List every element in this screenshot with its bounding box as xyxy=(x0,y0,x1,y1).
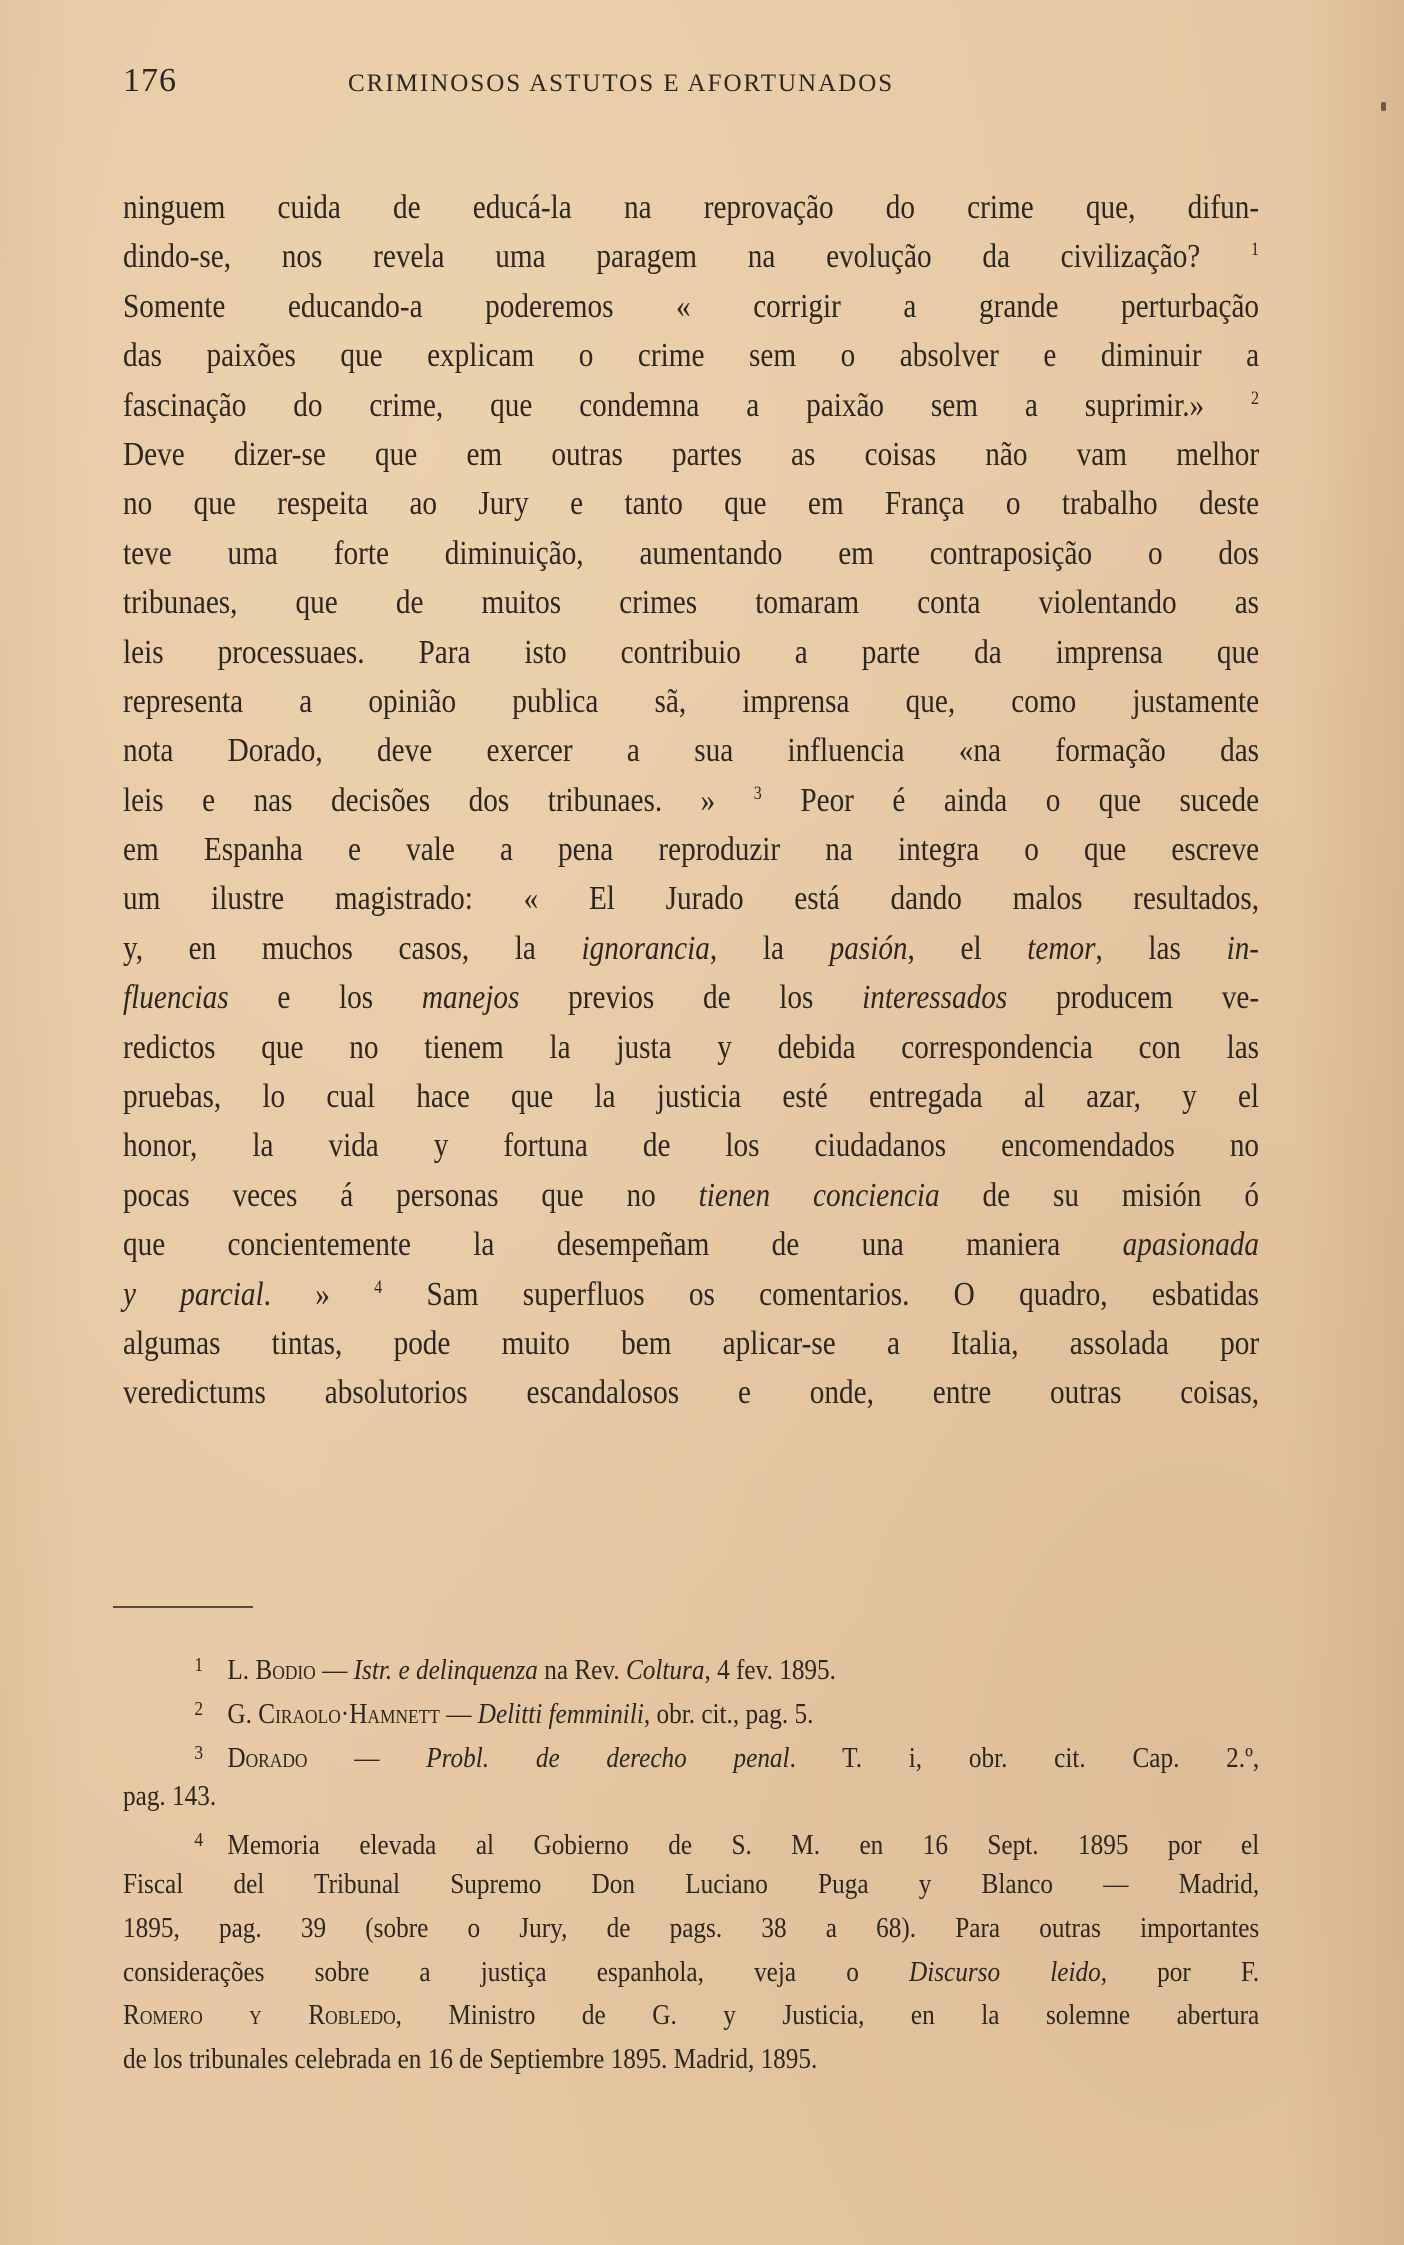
body-line xyxy=(123,1319,1259,1368)
text-run: representa a opinião publica sã, imprensa que, como justamente xyxy=(123,682,1260,720)
text-run: , por F. xyxy=(1100,1955,1260,1988)
footnote-line xyxy=(123,1644,1259,1688)
body-line xyxy=(123,1220,1259,1269)
text-run: que concientemente la desempeñam de una maniera xyxy=(123,1226,1123,1264)
footnote-reference: 3 xyxy=(753,782,762,804)
body-line xyxy=(123,1171,1259,1220)
body-line xyxy=(123,578,1259,627)
italic-text: Istr. e delinquenza xyxy=(353,1654,538,1686)
footnote-marker: 1 xyxy=(194,1654,204,1676)
footnotes xyxy=(123,1644,1259,2082)
text-run: — xyxy=(315,1654,354,1686)
text-run: previos de los xyxy=(519,979,863,1017)
body-line xyxy=(123,874,1259,923)
author-name: Ciraolo·Hamnett xyxy=(258,1697,440,1730)
footnote-2 xyxy=(123,1688,1259,1732)
text-run: pocas veces á personas que no xyxy=(123,1176,699,1214)
text-run: de los tribunales celebrada en 16 de Septiembre 1895. Madrid, 1895. xyxy=(123,2043,818,2076)
text-run: das paixões que explicam o crime sem o absolver e diminuir a xyxy=(123,337,1260,375)
text-run: honor, la vida y fortuna de los ciudadanos encomendados no xyxy=(123,1127,1260,1165)
body-line xyxy=(123,430,1259,479)
body-text xyxy=(123,183,1259,1418)
text-run: leis processuaes. Para isto contribuio a parte da imprensa que xyxy=(123,633,1260,671)
text-run: no que respeita ao Jury e tanto que em França o trabalho deste xyxy=(123,485,1260,523)
text-run: leis e nas decisões dos tribunaes. » xyxy=(123,781,754,819)
footnote-reference: 4 xyxy=(374,1276,383,1298)
text-run: pag. 143. xyxy=(123,1780,217,1813)
text-run: Sam superfluos os comentarios. O quadro, esbatidas xyxy=(382,1275,1260,1313)
text-run: veredictums absolutorios escandalosos e onde, entre outras coisas, xyxy=(123,1374,1260,1412)
body-line xyxy=(123,628,1259,677)
text-run: Fiscal del Tribunal Supremo Don Luciano Puga y Blanco — Madrid, xyxy=(123,1867,1260,1900)
text-run: algumas tintas, pode muito bem aplicar-se a Italia, assolada por xyxy=(123,1324,1260,1362)
text-run: Memoria elevada al Gobierno de S. M. en 16 Sept. 1895 por el xyxy=(227,1829,1260,1862)
text-run: nota Dorado, deve exercer a sua influencia «na formação das xyxy=(123,732,1260,770)
page-number: 176 xyxy=(123,62,177,99)
text-run: tribunaes, que de muitos crimes tomaram conta violentando as xyxy=(123,584,1260,622)
italic-text: pasión xyxy=(829,929,908,967)
body-line xyxy=(123,825,1259,874)
footnote-marker: 3 xyxy=(194,1741,204,1764)
running-head xyxy=(123,62,1253,112)
italic-text: Probl. de derecho penal xyxy=(426,1741,790,1774)
text-run: , Ministro de G. y Justicia, en la solemne abertura xyxy=(395,1999,1260,2032)
italic-text: y parcial xyxy=(123,1275,264,1313)
footnote-line xyxy=(123,1863,1259,1907)
footnote-reference: 1 xyxy=(1251,239,1260,261)
body-line xyxy=(123,1121,1259,1170)
body-line xyxy=(123,282,1259,331)
italic-text: in- xyxy=(1226,929,1260,967)
footnote-line xyxy=(123,1819,1259,1863)
text-run: de su misión ó xyxy=(939,1176,1260,1214)
italic-text: tienen conciencia xyxy=(698,1176,940,1214)
author-name: Bodio xyxy=(255,1654,316,1686)
body-line xyxy=(123,331,1259,380)
author-name: Dorado xyxy=(227,1741,308,1774)
footnote-1 xyxy=(123,1644,1259,1688)
footnote-marker: 4 xyxy=(194,1829,204,1852)
text-run: G. xyxy=(227,1697,259,1730)
text-run: producem ve- xyxy=(1007,979,1260,1017)
text-run: , el xyxy=(907,929,1028,967)
italic-text: interessados xyxy=(862,979,1008,1017)
text-run: na Rev. xyxy=(537,1654,626,1686)
text-run: e los xyxy=(228,979,422,1017)
body-line xyxy=(123,232,1259,281)
body-line xyxy=(123,479,1259,528)
footnote-line xyxy=(123,1951,1259,1995)
body-line xyxy=(123,973,1259,1022)
text-run: y, en muchos casos, la xyxy=(123,929,582,967)
body-line xyxy=(123,924,1259,973)
footnote-marker: 2 xyxy=(194,1697,204,1720)
text-run: — xyxy=(307,1741,427,1774)
footnote-4 xyxy=(123,1819,1259,2082)
body-line xyxy=(123,776,1259,825)
body-line xyxy=(123,529,1259,578)
text-run: teve uma forte diminuição, aumentando em contraposição o dos xyxy=(123,534,1260,572)
text-run: considerações sobre a justiça espanhola, veja o xyxy=(123,1955,909,1988)
text-run: — xyxy=(439,1697,478,1730)
text-run: Peor é ainda o que sucede xyxy=(761,781,1260,819)
text-run: , la xyxy=(709,929,830,967)
running-title: CRIMINOSOS ASTUTOS E AFORTUNADOS xyxy=(348,70,895,97)
text-run: Deve dizer-se que em outras partes as coisas não vam melhor xyxy=(123,435,1260,473)
text-run: Somente educando-a poderemos « corrigir a grande perturbação xyxy=(123,287,1260,325)
footnote-3 xyxy=(123,1732,1259,1820)
text-run: , las xyxy=(1095,929,1227,967)
text-run: . T. i, obr. cit. Cap. 2.º, xyxy=(789,1741,1260,1774)
italic-text: apasionada xyxy=(1122,1226,1260,1264)
author-name: Romero y Robledo xyxy=(123,1999,396,2032)
text-run: L. xyxy=(227,1654,256,1686)
italic-text: manejos xyxy=(421,979,520,1017)
footnote-line xyxy=(123,2038,1259,2082)
body-line xyxy=(123,1023,1259,1072)
footnote-line xyxy=(123,1688,1259,1732)
italic-text: Coltura xyxy=(625,1654,705,1686)
body-line xyxy=(123,726,1259,775)
footnote-line xyxy=(123,1994,1259,2038)
italic-text: Delitti femminili xyxy=(477,1697,644,1730)
text-run: , obr. cit., pag. 5. xyxy=(643,1697,814,1730)
text-run: fascinação do crime, que condemna a paixão sem a suprimir.» xyxy=(123,386,1252,424)
text-run: pruebas, lo cual hace que la justicia esté entregada al azar, y el xyxy=(123,1078,1260,1116)
italic-text: fluencias xyxy=(123,979,229,1017)
text-run: dindo-se, nos revela uma paragem na evolução da civilização? xyxy=(123,238,1252,276)
italic-text: Discurso leido xyxy=(908,1955,1101,1988)
footnote-line xyxy=(123,1775,1259,1819)
body-line xyxy=(123,677,1259,726)
body-line xyxy=(123,1072,1259,1121)
footnote-line xyxy=(123,1732,1259,1776)
body-line xyxy=(123,381,1259,430)
text-run: ninguem cuida de educá-la na reprovação do crime que, difun- xyxy=(123,189,1260,226)
body-line xyxy=(123,1270,1259,1319)
body-line xyxy=(123,1368,1259,1417)
text-run: , 4 fev. 1895. xyxy=(704,1654,836,1686)
footnote-line xyxy=(123,1907,1259,1951)
text-run: . » xyxy=(263,1275,375,1313)
text-run: um ilustre magistrado: « El Jurado está dando malos resultados, xyxy=(123,880,1260,918)
text-run: 1895, pag. 39 (sobre o Jury, de pags. 38 a 68). Para outras importantes xyxy=(123,1911,1260,1944)
text-run: em Espanha e vale a pena reproduzir na integra o que escreve xyxy=(123,831,1260,869)
italic-text: temor xyxy=(1027,929,1096,967)
footnote-rule xyxy=(113,1606,253,1608)
footnote-reference: 2 xyxy=(1251,387,1260,409)
italic-text: ignorancia xyxy=(581,929,710,967)
body-line xyxy=(123,183,1259,232)
text-run: redictos que no tienem la justa y debida correspondencia con las xyxy=(123,1028,1260,1066)
ink-speck xyxy=(1381,102,1386,111)
